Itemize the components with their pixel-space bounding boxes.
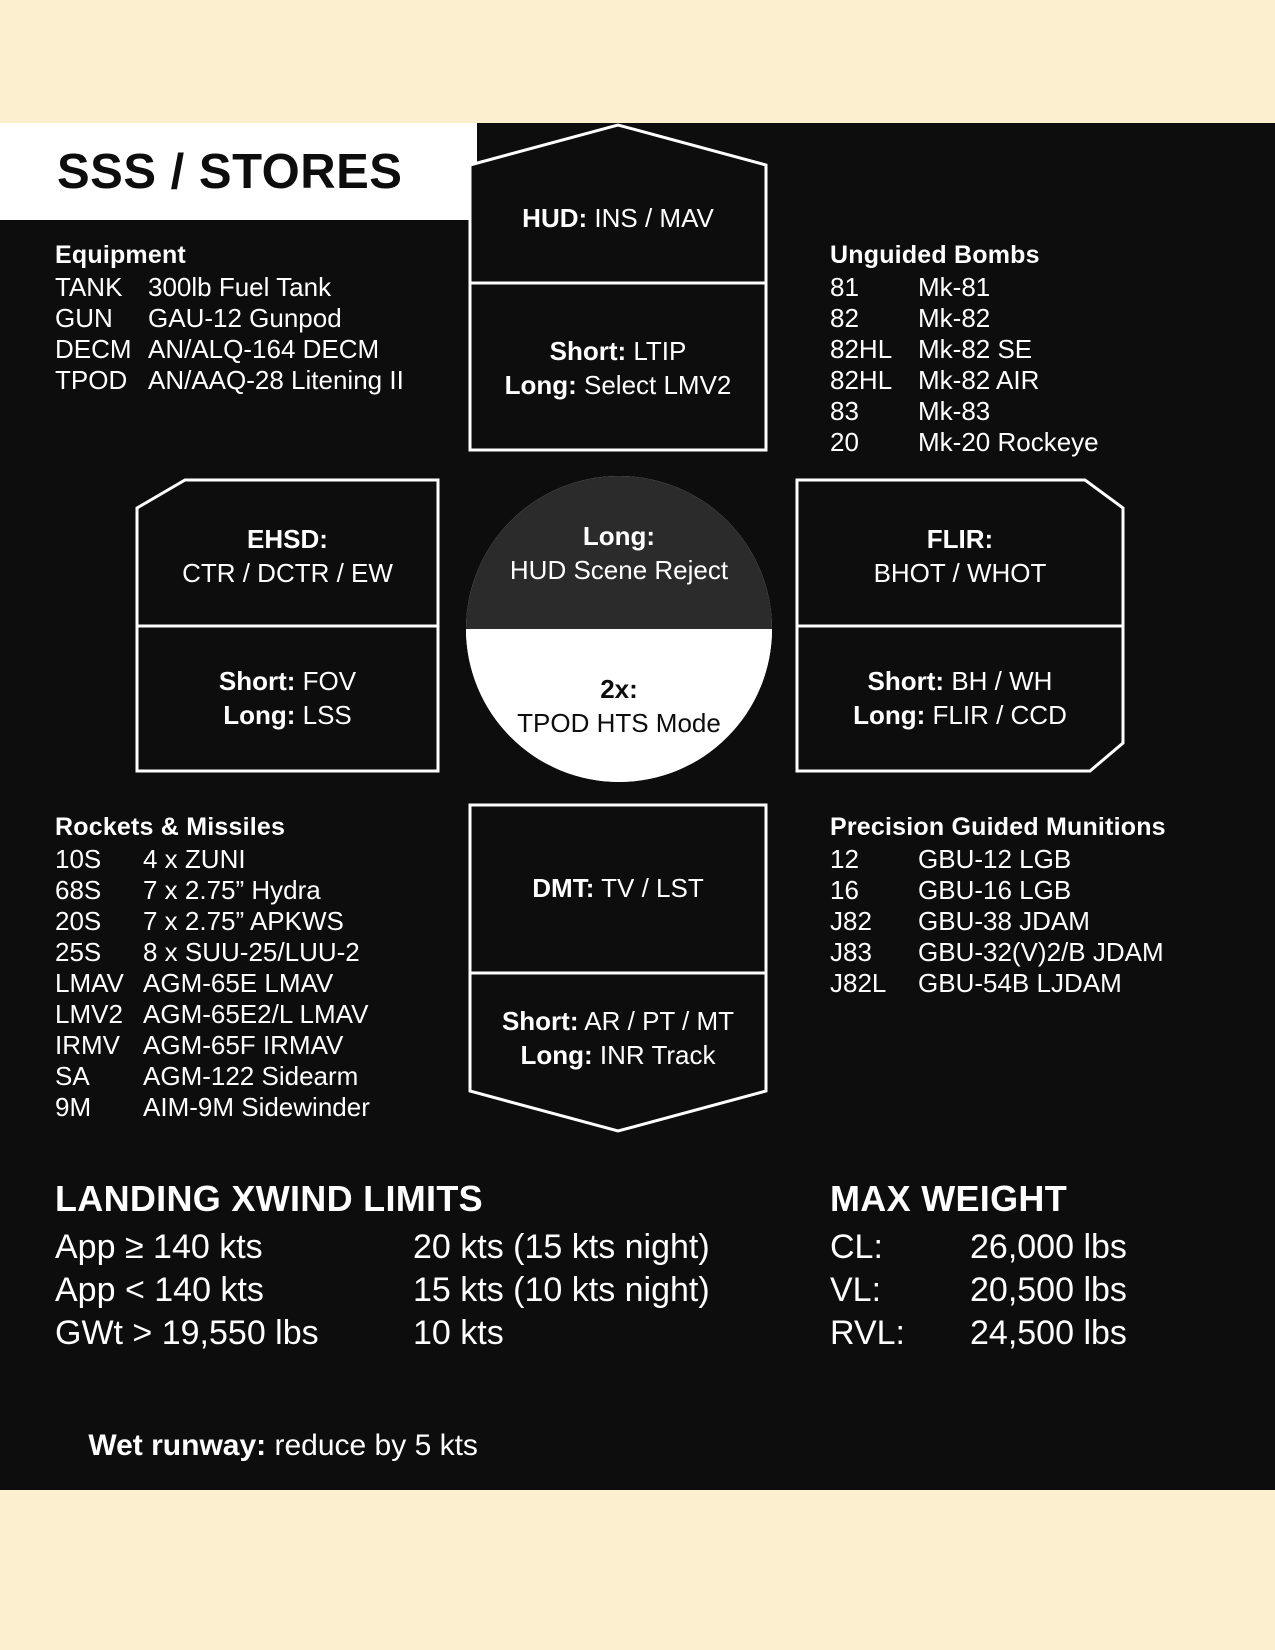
circle-long-label: Long: [582,520,656,551]
tpod-circle-shape [466,476,772,782]
item-desc: 7 x 2.75” Hydra [143,875,321,905]
item-desc: 8 x SUU-25/LUU-2 [143,937,360,967]
list-item [830,906,1166,937]
xwind-condition: GWt > 19,550 lbs [55,1314,319,1352]
item-desc: Mk-20 Rockeye [918,427,1099,457]
ehsd-top-text [135,486,440,626]
ehsd-long-label: Long: [223,699,296,730]
stores-reference-card [0,123,1275,1490]
list-item [55,1061,370,1092]
page-title: SSS / STORES [57,144,403,199]
item-code: LMAV [55,968,124,998]
pgm-list [830,813,1166,999]
item-code: 82 [830,303,859,333]
ehsd-label: EHSD: [247,524,328,554]
flir-long-label: Long: [853,699,926,730]
flir-button-shape [795,478,1125,773]
dmt-long-label: Long: [520,1039,593,1070]
max-weight-type: VL: [830,1271,882,1309]
flir-label: FLIR: [926,524,994,554]
max-weight-heading: MAX WEIGHT [830,1178,1067,1219]
list-item [55,999,370,1030]
list-item [55,906,370,937]
list-item [830,396,1099,427]
xwind-condition: App ≥ 140 kts [55,1228,263,1266]
item-code: 9M [55,1092,92,1122]
dmt-label: DMT: [532,873,595,903]
circle-long-value: HUD Scene Reject [509,554,729,585]
flir-short-value: BH / WH [944,665,1053,696]
item-code: GUN [55,303,113,333]
list-item [830,937,1166,968]
flir-long-value: FLIR / CCD [925,699,1067,730]
list-item [830,875,1166,906]
dmt-short-value: AR / PT / MT [578,1005,735,1036]
item-desc: GBU-32(V)2/B JDAM [918,937,1164,967]
list-item [830,365,1099,396]
item-desc: Mk-82 SE [918,334,1033,364]
circle-2x-value: TPOD HTS Mode [517,707,721,738]
item-desc: 300lb Fuel Tank [148,272,332,302]
list-item [55,875,370,906]
item-desc: GBU-16 LGB [918,875,1072,905]
wet-runway-note [55,1395,478,1497]
item-desc: AN/AAQ-28 Litening II [148,365,404,395]
item-desc: GBU-12 LGB [918,844,1072,874]
item-code: 81 [830,272,859,302]
page-title-bar [0,123,477,220]
item-desc: GBU-38 JDAM [918,906,1090,936]
item-code: 20 [830,427,859,457]
max-weight-value: 26,000 lbs [970,1228,1127,1266]
hud-label: HUD: [522,203,588,233]
hud-bottom-text [468,288,768,448]
wet-runway-value: reduce by 5 kts [266,1429,478,1462]
item-code: J82L [830,968,887,998]
xwind-limit: 20 kts (15 kts night) [413,1228,710,1266]
equipment-heading: Equipment [55,241,186,269]
hud-long-label: Long: [504,370,577,400]
xwind-limit: 15 kts (10 kts night) [413,1271,710,1309]
ehsd-bottom-text [135,630,440,765]
unguided-bombs-list [830,241,1099,458]
xwind-condition: App < 140 kts [55,1271,264,1309]
dmt-bottom-text [468,975,768,1100]
item-code: LMV2 [55,999,123,1029]
unguided-bombs-heading: Unguided Bombs [830,241,1040,269]
table-row [55,1312,710,1355]
list-item [55,1030,370,1061]
list-item [830,427,1099,458]
max-weight-section [830,1178,1127,1355]
item-desc: 4 x ZUNI [143,844,246,874]
list-item [830,968,1166,999]
item-desc: Mk-82 [918,303,991,333]
item-code: 25S [55,937,102,967]
list-item [830,334,1099,365]
wet-runway-label: Wet runway: [88,1429,267,1462]
item-code: SA [55,1061,90,1091]
item-desc: GAU-12 Gunpod [148,303,342,333]
list-item [55,1092,370,1123]
item-code: J82 [830,906,872,936]
list-item [55,844,370,875]
max-weight-value: 20,500 lbs [970,1271,1127,1309]
ehsd-value: CTR / DCTR / EW [182,558,393,588]
item-code: 20S [55,906,102,936]
ehsd-button-shape [135,478,440,773]
xwind-limit: 10 kts [413,1314,504,1352]
hud-top-text [468,153,768,283]
list-item [55,272,404,303]
table-row [830,1312,1127,1355]
item-code: TPOD [55,365,128,395]
item-code: J83 [830,937,872,967]
item-code: 10S [55,844,102,874]
item-desc: AGM-65E2/L LMAV [143,999,369,1029]
item-desc: AIM-9M Sidewinder [143,1092,370,1122]
list-item [55,334,404,365]
hud-short-value: LTIP [626,336,687,366]
dmt-short-label: Short: [501,1005,579,1036]
item-code: TANK [55,272,123,302]
item-code: DECM [55,334,132,364]
ehsd-short-value: FOV [295,665,357,696]
list-item [55,365,404,396]
list-item [830,303,1099,334]
item-code: 68S [55,875,102,905]
equipment-list [55,241,404,396]
dmt-value: TV / LST [594,873,704,903]
table-row [830,1269,1127,1312]
hud-button-shape [468,123,768,453]
circle-top-text [466,476,772,629]
hud-value: INS / MAV [587,203,714,233]
item-desc: GBU-54B LJDAM [918,968,1122,998]
list-item [55,303,404,334]
item-desc: Mk-82 AIR [918,365,1040,395]
max-weight-value: 24,500 lbs [970,1314,1127,1352]
list-item [55,937,370,968]
flir-value: BHOT / WHOT [873,558,1047,588]
max-weight-type: RVL: [830,1314,905,1352]
item-desc: AN/ALQ-164 DECM [148,334,380,364]
hud-short-label: Short: [549,336,627,366]
pgm-heading: Precision Guided Munitions [830,813,1166,841]
flir-top-text [795,486,1125,626]
item-desc: AGM-65E LMAV [143,968,334,998]
item-code: 82HL [830,334,893,364]
item-desc: AGM-122 Sidearm [143,1061,359,1091]
ehsd-short-label: Short: [218,665,296,696]
table-row [830,1226,1127,1269]
dmt-long-value: INR Track [592,1039,716,1070]
rockets-missiles-heading: Rockets & Missiles [55,813,286,841]
table-row [55,1226,710,1269]
item-desc: AGM-65F IRMAV [143,1030,344,1060]
dmt-top-text [468,808,768,968]
item-code: IRMV [55,1030,120,1060]
landing-xwind-limits [55,1178,710,1355]
ehsd-long-value: LSS [295,699,352,730]
item-desc: Mk-83 [918,396,991,426]
dmt-button-shape [468,803,768,1133]
item-code: 83 [830,396,859,426]
item-code: 12 [830,844,859,874]
table-row [55,1269,710,1312]
item-code: 16 [830,875,859,905]
flir-bottom-text [795,630,1125,765]
list-item [55,968,370,999]
circle-bottom-text [466,629,772,782]
list-item [830,844,1166,875]
max-weight-type: CL: [830,1228,883,1266]
item-desc: Mk-81 [918,272,991,302]
list-item [830,272,1099,303]
xwind-heading: LANDING XWIND LIMITS [55,1178,483,1219]
hud-long-value: Select LMV2 [576,370,732,400]
circle-2x-label: 2x: [600,673,638,704]
rockets-missiles-list [55,813,370,1123]
item-code: 82HL [830,365,893,395]
item-desc: 7 x 2.75” APKWS [143,906,344,936]
flir-short-label: Short: [867,665,945,696]
